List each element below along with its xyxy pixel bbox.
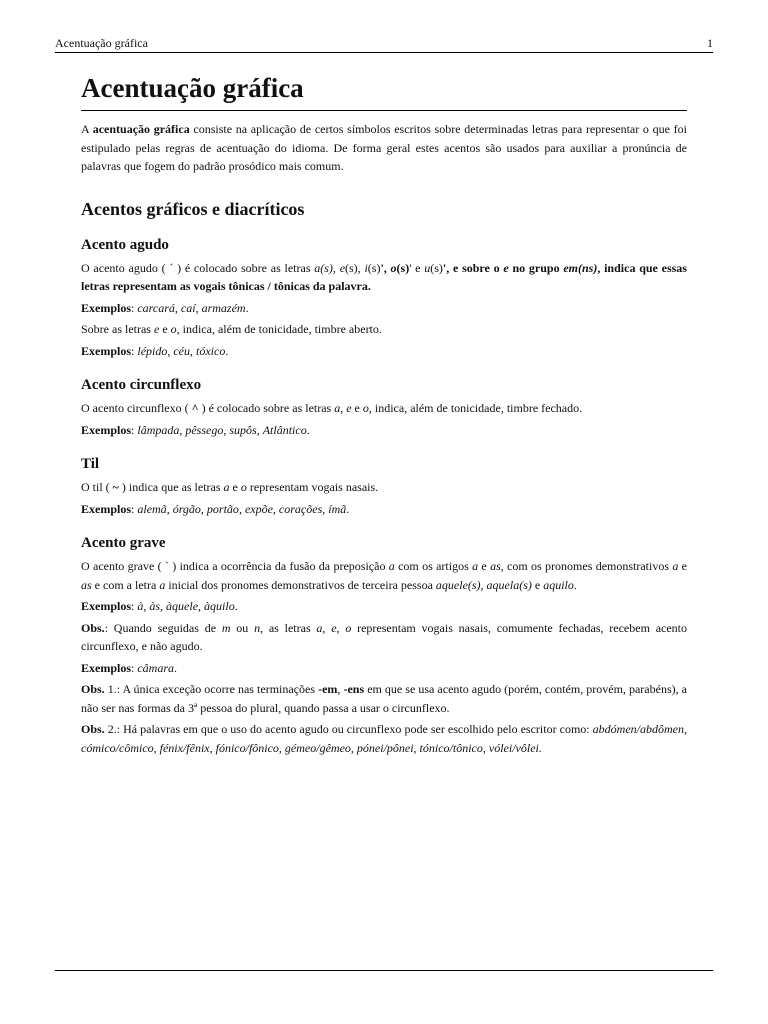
examples-label: Exemplos <box>81 422 132 437</box>
text-run: , <box>223 422 230 437</box>
subsection-heading-acento-agudo: Acento agudo <box>81 236 169 253</box>
text-run: , <box>322 501 329 516</box>
text-run: . <box>245 300 249 315</box>
text-run: , <box>337 682 344 696</box>
text-run: (s) <box>367 260 381 275</box>
text-run: O acento circunflexo ( <box>81 401 192 415</box>
text-run: : <box>131 599 138 613</box>
example-word: lâmpada <box>137 422 180 437</box>
text-run: , indica que essas letras representam as vogais tônicas / tônicas da palavra. <box>81 260 687 293</box>
text-run: , <box>332 260 340 275</box>
text-run: : <box>131 422 138 437</box>
text-run: Sobre as letras <box>81 322 154 336</box>
text-run: representam vogais nasais. <box>246 480 379 494</box>
intro-text: consiste na aplicação de certos símbolos escritos sobre determinadas letras para representar o que foi estipulado pelas regras de acentuação do idioma. De forma geral estes acentos são usados para auxiliar a pronúncia de palavras que fogem do padrão prosódico mais comum. <box>81 122 687 173</box>
text-run: u <box>424 260 431 275</box>
agudo-note <box>81 320 687 339</box>
example-word: à <box>137 599 144 613</box>
text-run: . <box>306 422 310 437</box>
subsection-heading-til: Til <box>81 456 100 472</box>
example-word: céu <box>173 343 191 358</box>
example-word: às <box>149 599 161 613</box>
text-run: , <box>195 300 202 315</box>
text-run: : <box>131 300 138 315</box>
text-run: (s) <box>396 260 410 275</box>
text-run: ', e sobre o <box>442 260 504 275</box>
grave-obs-1 <box>81 619 687 656</box>
text-run: e <box>531 577 544 592</box>
example-word: expõe <box>244 501 273 516</box>
obs-label: Obs. <box>81 682 105 696</box>
agudo-description <box>81 259 687 296</box>
text-run: . <box>234 599 238 613</box>
text-run: : <box>131 660 138 675</box>
agudo-examples-2 <box>81 342 687 361</box>
circunflexo-description <box>81 399 687 418</box>
til-examples <box>81 500 687 519</box>
intro-term: acentuação gráfica <box>92 122 190 136</box>
text-run: , <box>166 501 173 516</box>
running-header-title: Acentuação gráfica <box>55 36 148 50</box>
example-word: alemã <box>137 501 167 516</box>
text-run: . <box>225 343 229 358</box>
example-word: àquele <box>166 599 199 613</box>
text-run: aquilo <box>543 577 574 592</box>
footer-divider <box>55 970 713 971</box>
subsection-heading-acento-grave: Acento grave <box>81 535 166 551</box>
text-run: em(ns) <box>563 260 598 275</box>
text-run: , <box>160 599 167 613</box>
text-run: a <box>472 559 479 573</box>
accent-symbol: ~ <box>112 480 119 494</box>
text-run: a <box>334 401 341 415</box>
text-run: , <box>272 501 279 516</box>
text-run: o <box>390 260 397 275</box>
text-run: e <box>478 559 491 573</box>
text-run: e <box>351 401 363 415</box>
text-run: e <box>153 322 160 336</box>
text-run: ) indica que as letras <box>118 480 224 494</box>
text-run: aquele(s), aquela(s) <box>435 577 532 592</box>
example-word: portão <box>206 501 239 516</box>
text-run: e <box>346 401 352 415</box>
grave-obs-2 <box>81 680 687 717</box>
text-run: e com a letra <box>91 577 160 592</box>
text-run: , indica, além de tonicidade, timbre fechado. <box>368 401 583 415</box>
text-run: , <box>174 300 181 315</box>
accent-symbol: ^ <box>191 401 199 415</box>
text-run: a <box>159 577 166 592</box>
text-run: em que se usa acento agudo (porém, contém, provém, parabéns), a não ser nas formas da 3ª pessoa do plural, quando passa a usar o circunflexo. <box>81 682 688 715</box>
text-run: O til ( <box>81 480 113 494</box>
text-run: no grupo <box>508 260 564 275</box>
example-word: àquilo <box>204 599 235 613</box>
example-word: pêssego <box>185 422 224 437</box>
text-run: , com os pronomes demonstrativos <box>500 559 673 573</box>
text-run: e <box>339 260 346 275</box>
text-run: as <box>490 559 501 573</box>
text-run: , <box>179 422 186 437</box>
text-run: , <box>200 501 207 516</box>
page-number: 1 <box>707 36 713 50</box>
example-word: corações <box>278 501 323 516</box>
running-header <box>55 34 713 53</box>
til-description <box>81 478 687 497</box>
text-run: , <box>340 401 347 415</box>
text-run: (s) <box>430 260 443 275</box>
text-run: o <box>170 322 177 336</box>
example-word: armazém <box>201 300 246 315</box>
section-heading: Acentos gráficos e diacríticos <box>81 198 305 219</box>
text-run: o <box>240 480 247 494</box>
examples-label: Exemplos <box>81 660 132 675</box>
text-run: a <box>223 480 230 494</box>
grave-examples-2 <box>81 659 687 678</box>
text-run: e <box>678 559 688 573</box>
text-run: . <box>346 501 350 516</box>
text-run: . <box>573 577 577 592</box>
examples-label: Exemplos <box>81 501 132 516</box>
grave-examples <box>81 597 687 616</box>
text-run: , as letras <box>260 620 317 635</box>
text-run: ', <box>380 260 391 275</box>
example-word: caí <box>180 300 196 315</box>
example-word: lépido <box>137 343 168 358</box>
text-run: , <box>322 620 332 635</box>
text-run: , <box>167 343 174 358</box>
text-run: o <box>345 620 352 635</box>
grave-description <box>81 557 687 594</box>
text-run: o <box>362 401 369 415</box>
text-run: 2.: Há palavras em que o uso do acento agudo ou circunflexo pode ser escolhido pelo escritor como: <box>104 722 593 736</box>
example-word: câmara <box>137 660 175 675</box>
text-run: , <box>143 599 150 613</box>
intro-text: A <box>81 122 93 136</box>
obs-label: Obs. <box>81 620 105 635</box>
text-run: , <box>238 501 245 516</box>
text-run: abdómen/abdômen, cómico/cômico, fénix/fênix, fónico/fônico, gémeo/gêmeo, pónei/pônei, tónico/tônico, vólei/vôlei. <box>81 722 687 755</box>
example-word: ímã <box>328 501 347 516</box>
obs-label: Obs. <box>81 722 105 736</box>
text-run: -em <box>318 682 338 696</box>
example-word: órgão <box>172 501 201 516</box>
text-run: ' e <box>409 260 425 275</box>
text-run: com os artigos <box>394 559 473 573</box>
text-run: (s), <box>345 260 365 275</box>
text-run: , <box>198 599 205 613</box>
text-run: , <box>336 620 346 635</box>
text-run: a <box>672 559 679 573</box>
examples-label: Exemplos <box>81 343 132 358</box>
text-run: : <box>131 501 138 516</box>
text-run: , <box>256 422 263 437</box>
text-run: e <box>331 620 337 635</box>
intro-paragraph <box>81 120 687 176</box>
text-run: ou <box>230 620 255 635</box>
text-run: e <box>503 260 509 275</box>
examples-label: Exemplos <box>81 300 132 315</box>
text-run: , <box>190 343 197 358</box>
text-run: inicial dos pronomes demonstrativos de terceira pessoa <box>165 577 436 592</box>
text-run: : <box>131 343 138 358</box>
text-run: n <box>254 620 261 635</box>
grave-obs-3 <box>81 720 687 757</box>
text-run: i <box>364 260 368 275</box>
text-run: a <box>388 559 395 573</box>
circunflexo-examples <box>81 421 687 440</box>
text-run: O acento grave ( ` ) indica a ocorrência da fusão da preposição <box>81 559 389 573</box>
subsection-heading-acento-circunflexo: Acento circunflexo <box>81 377 202 393</box>
text-run: : Quando seguidas de <box>104 620 222 635</box>
examples-label: Exemplos <box>81 599 132 613</box>
article-body <box>81 72 687 760</box>
text-run: as <box>81 577 92 592</box>
text-run: representam vogais nasais, comumente fechadas, recebem acento circunflexo, e não agudo. <box>81 620 688 653</box>
example-word: carcará <box>137 300 175 315</box>
text-run: -ens <box>343 682 365 696</box>
example-word: supôs <box>229 422 257 437</box>
text-run: ) é colocado sobre as letras <box>198 401 335 415</box>
text-run: a <box>316 620 323 635</box>
text-run: e <box>229 480 241 494</box>
example-word: tóxico <box>196 343 226 358</box>
example-word: Atlântico <box>262 422 307 437</box>
text-run: 1.: A única exceção ocorre nas terminações <box>104 682 319 696</box>
text-run: , indica, além de tonicidade, timbre aberto. <box>176 322 382 336</box>
page-title: Acentuação gráfica <box>81 72 687 111</box>
agudo-examples <box>81 299 687 318</box>
text-run: m <box>221 620 231 635</box>
text-run: O acento agudo ( ´ ) é colocado sobre as letras <box>81 260 315 275</box>
text-run: e <box>159 322 171 336</box>
text-run: . <box>174 660 178 675</box>
text-run: a(s) <box>314 260 333 275</box>
